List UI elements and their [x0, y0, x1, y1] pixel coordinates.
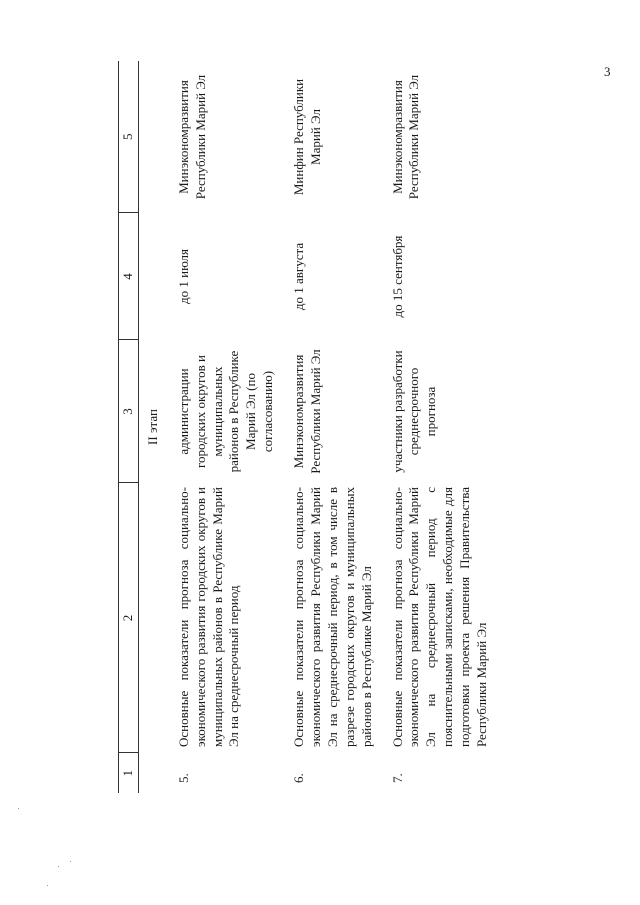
- stage-row: [138, 61, 169, 793]
- column-header-5: 5: [119, 61, 139, 213]
- row-number: 5.: [175, 773, 191, 783]
- row-deadline: до 15 сентября: [389, 235, 405, 318]
- document-table-rotated: [118, 61, 578, 793]
- scan-speck: [18, 808, 19, 809]
- column-header-3: 3: [119, 340, 139, 483]
- table-header-row: [119, 61, 139, 793]
- row-recipient: Минэкономразвития Республики Марий Эл: [389, 74, 422, 200]
- column-header-1: 1: [119, 753, 139, 793]
- row-number: 7.: [389, 773, 405, 783]
- row-recipient: Минэкономразвития Республики Марий Эл: [175, 74, 208, 200]
- column-header-4: 4: [119, 213, 139, 340]
- page-number: 3: [604, 64, 611, 79]
- row-deadline: до 1 августа: [291, 242, 307, 311]
- row-recipient: Минфин Республики Марий Эл: [291, 78, 324, 196]
- column-header-2: 2: [119, 483, 139, 753]
- row-executor: участники разработки среднесрочного прогноза: [389, 350, 439, 473]
- table-row: [384, 61, 499, 793]
- schedule-table: [118, 61, 499, 793]
- scan-speck: [58, 866, 59, 867]
- row-number: 6.: [291, 773, 307, 783]
- table-row: [285, 61, 383, 793]
- row-executor: Минэкономразвития Республики Марий Эл: [291, 349, 324, 474]
- row-description: Основные показатели прогноза социально-экономического развития Республики Марий Эл на среднесрочный период с пояснительными записками, необходимые для подготовки проекта решения Правительства Республики Марий Эл: [389, 487, 490, 747]
- scan-speck: [47, 885, 48, 886]
- row-description: Основные показатели прогноза социально-экономического развития Республики Марий Эл на среднесрочный период, в том числе в разрезе городских округов и муниципальных районов в Республике Марий Эл: [291, 487, 374, 747]
- row-description: Основные показатели прогноза социально-экономического развития городских округов и муниципальных районов в Республике Марий Эл на среднесрочный период: [175, 487, 242, 747]
- row-executor: администрации городских округов и муниципальных районов в Республике Марий Эл (по согласованию): [175, 350, 276, 473]
- scan-speck: [70, 861, 71, 862]
- row-deadline: до 1 июля: [175, 249, 191, 304]
- table-row: [170, 61, 285, 793]
- stage-title: II этап: [144, 409, 160, 445]
